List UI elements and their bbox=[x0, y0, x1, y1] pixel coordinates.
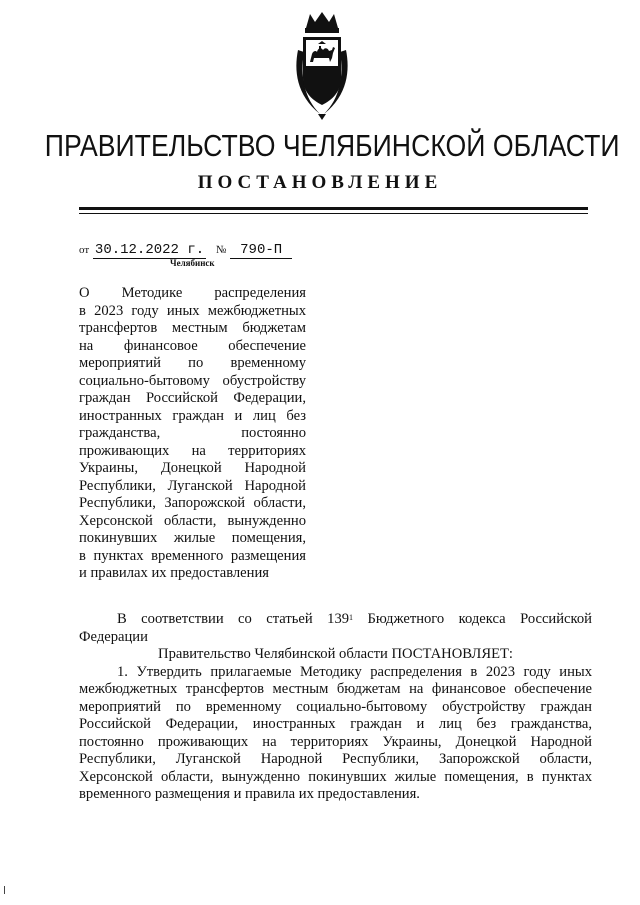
subject-line: в 2023 году иных межбюджетных bbox=[79, 302, 306, 319]
item1-line: 1. Утвердить прилагаемые Методику распределения в 2023 году иных bbox=[117, 663, 592, 680]
subject-line: Херсонской области, вынужденно bbox=[79, 512, 306, 529]
subject-line: О Методике распределения bbox=[79, 285, 306, 301]
item1-line: Херсонской области, вынужденно покинувших жилые помещения, в пунктах bbox=[79, 768, 592, 785]
resolves-line: Правительство Челябинской области ПОСТАНОВЛЯЕТ: bbox=[158, 646, 513, 662]
document-date: 30.12.2022 г. bbox=[94, 242, 205, 258]
item1-line: Республики, Луганской Народной Республики, Запорожской области, bbox=[79, 751, 592, 767]
subject-line: гражданства, постоянно bbox=[79, 425, 306, 441]
government-title: ПРАВИТЕЛЬСТВО ЧЕЛЯБИНСКОЙ ОБЛАСТИ bbox=[44, 128, 620, 163]
subject-line: проживающих на территориях bbox=[79, 442, 306, 459]
article-superscript: 1 bbox=[349, 613, 354, 622]
document-subject bbox=[79, 285, 306, 583]
document-type: ПОСТАНОВЛЕНИЕ bbox=[197, 172, 443, 193]
item1-line: мероприятий по временному социально-бытовому обустройству граждан bbox=[79, 698, 592, 715]
subject-line: и правилах их предоставления bbox=[79, 565, 269, 581]
date-prefix: от bbox=[79, 244, 90, 256]
subject-line: на финансовое обеспечение bbox=[79, 337, 306, 354]
number-sign: № bbox=[215, 244, 227, 256]
basis-paragraph-line: Федерации bbox=[79, 628, 148, 645]
city-name: Челябинск bbox=[170, 258, 215, 268]
subject-line: социально-бытовому обустройству bbox=[79, 372, 306, 389]
item1-line: постоянно проживающих на территориях Украины, Донецкой Народной bbox=[79, 733, 592, 750]
subject-line: Республики, Запорожской области, bbox=[79, 495, 306, 511]
item1-line: межбюджетных трансфертов местным бюджетам на финансовое обеспечение bbox=[79, 681, 592, 697]
subject-line: иностранных граждан и лиц без bbox=[79, 407, 306, 424]
header-rule-thin bbox=[79, 213, 588, 214]
subject-line: трансфертов местным бюджетам bbox=[79, 320, 306, 336]
coat-of-arms-icon bbox=[292, 10, 352, 122]
subject-line: мероприятий по временному bbox=[79, 355, 306, 371]
subject-line: граждан Российской Федерации, bbox=[79, 390, 306, 406]
scan-edge-mark bbox=[4, 886, 5, 894]
subject-line: Республики, Луганской Народной bbox=[79, 477, 306, 494]
subject-line: в пунктах временного размещения bbox=[79, 547, 306, 564]
basis-text-end: Бюджетного кодекса Российской bbox=[353, 611, 592, 627]
basis-text: В соответствии со статьей 139 bbox=[117, 611, 350, 627]
subject-line: Украины, Донецкой Народной bbox=[79, 460, 306, 476]
document-number: 790-П bbox=[230, 242, 292, 259]
document-body bbox=[79, 611, 592, 804]
date-number-line bbox=[79, 241, 292, 258]
item1-line: временного размещения и правила их предоставления. bbox=[79, 786, 420, 802]
subject-line: покинувших жилые помещения, bbox=[79, 530, 306, 546]
header-rule-thick bbox=[79, 207, 588, 210]
basis-paragraph-line bbox=[79, 611, 592, 629]
item1-line: Российской Федерации, иностранных граждан и лиц без гражданства, bbox=[79, 716, 592, 732]
